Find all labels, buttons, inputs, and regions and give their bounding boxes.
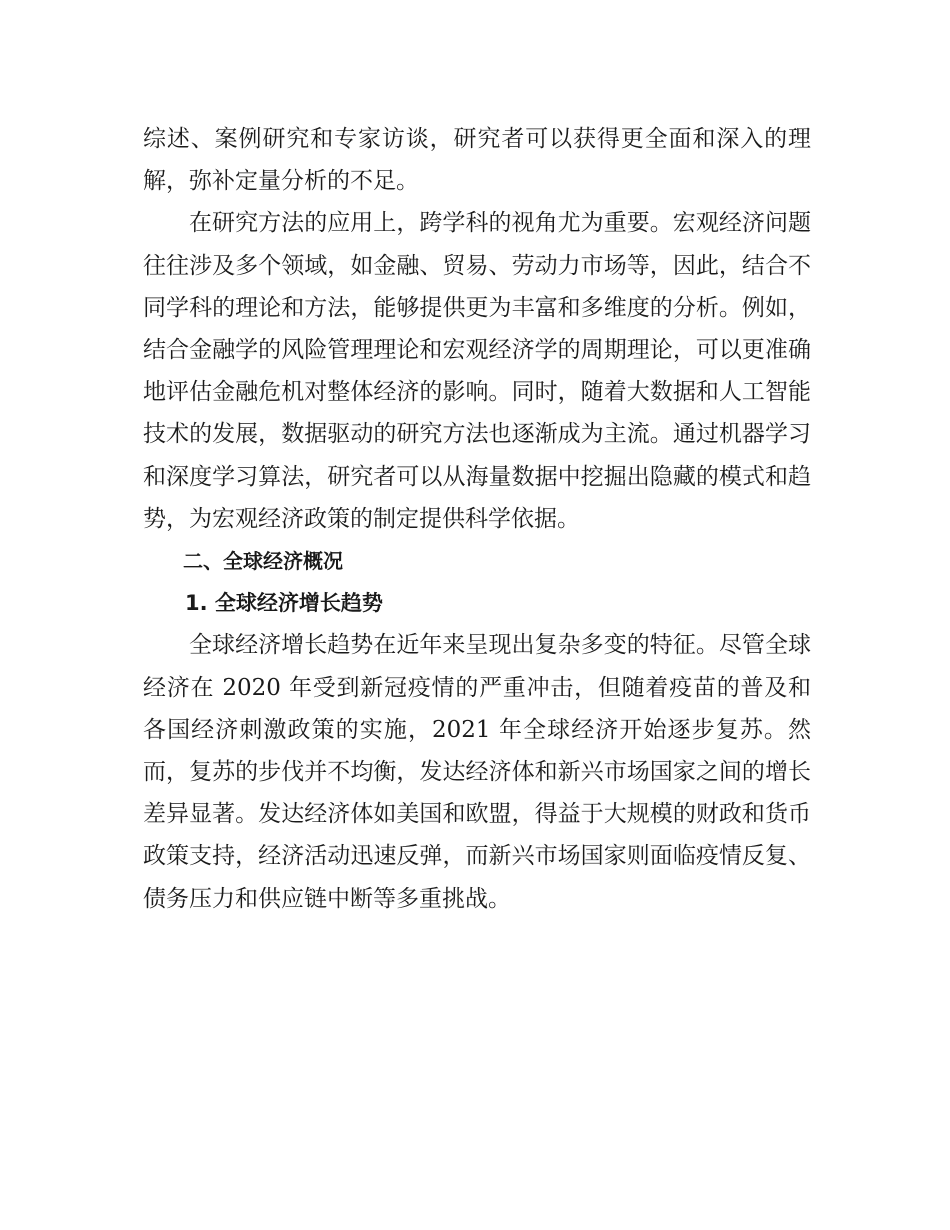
section-heading: 二、全球经济概况 (183, 549, 343, 574)
document-page (143, 118, 811, 920)
paragraph-research-methods: 在研究方法的应用上，跨学科的视角尤为重要。宏观经济问题往往涉及多个领域，如金融、贸易、劳动力市场等，因此，结合不同学科的理论和方法，能够提供更为丰富和多维度的分析。例如，结合金融学的风险管理理论和宏观经济学的周期理论，可以更准确地评估金融危机对整体经济的影响。同时，随着大数据和人工智能技术的发展，数据驱动的研究方法也逐渐成为主流。通过机器学习和深度学习算法，研究者可以从海量数据中挖掘出隐藏的模式和趋势，为宏观经济政策的制定提供科学依据。 (143, 210, 811, 532)
subsection-heading: 1. 全球经济增长趋势 (185, 591, 383, 616)
paragraph-continuation: 综述、案例研究和专家访谈，研究者可以获得更全面和深入的理解，弥补定量分析的不足。 (143, 126, 811, 195)
paragraph-global-growth: 全球经济增长趋势在近年来呈现出复杂多变的特征。尽管全球经济在 2020 年受到新冠疫情的严重冲击，但随着疫苗的普及和各国经济刺激政策的实施，2021 年全球经济开始逐步复苏。然而，复苏的步伐并不均衡，发达经济体和新兴市场国家之间的增长差异显著。发达经济体如美国和欧盟，得益于大规模的财政和货币政策支持，经济活动迅速反弹，而新兴市场国家则面临疫情反复、债务压力和供应链中断等多重挑战。 (143, 632, 811, 912)
